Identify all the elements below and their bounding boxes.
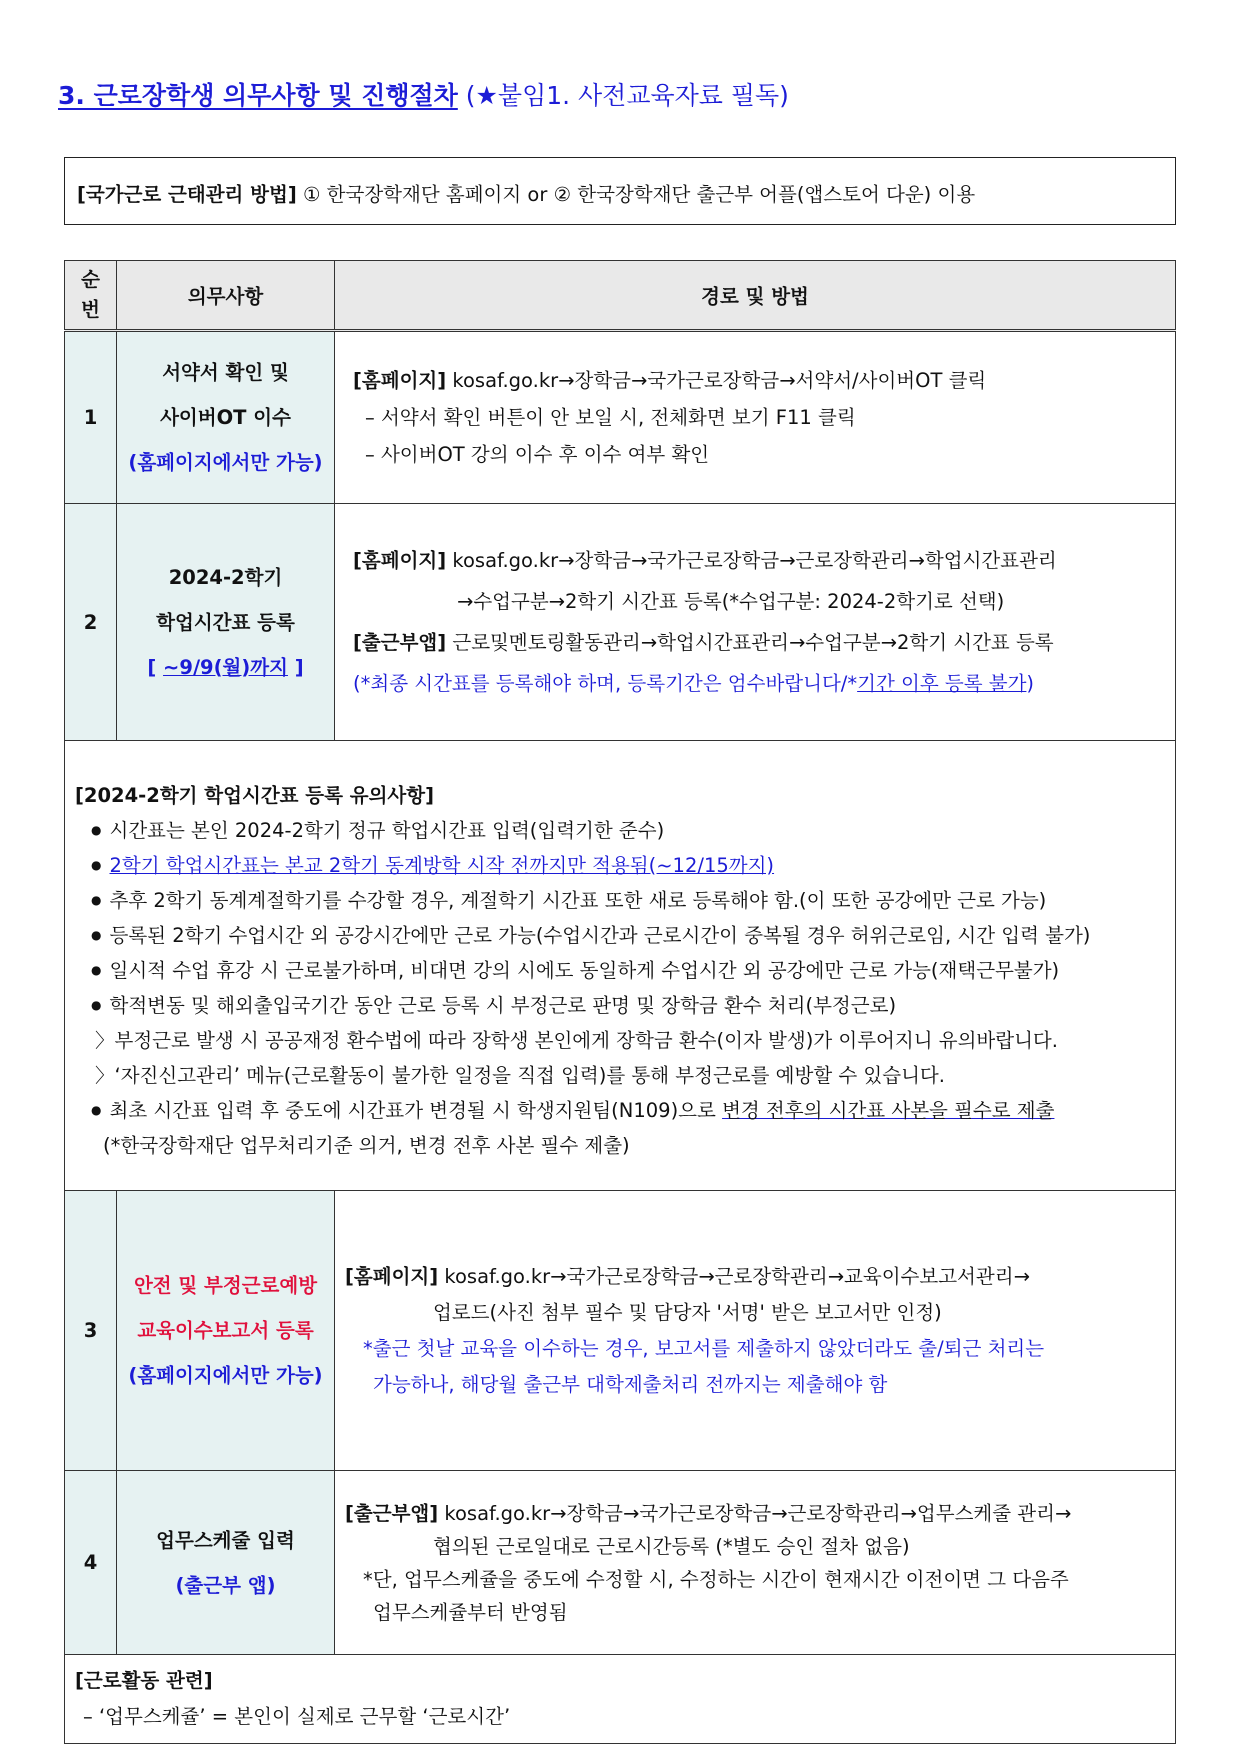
route-line: 협의된 근로일대로 근로시간등록 (*별도 승인 절차 없음) xyxy=(433,1534,910,1558)
table-header-row xyxy=(65,261,1176,331)
header-route: 경로 및 방법 xyxy=(335,261,1176,331)
notes-item xyxy=(75,1093,1163,1128)
duty-cell xyxy=(117,1191,335,1471)
route-line: kosaf.go.kr→장학금→국가근로장학금→근로장학관리→업무스케줄 관리→ xyxy=(438,1501,1072,1525)
route-line: kosaf.go.kr→국가근로장학금→근로장학관리→교육이수보고서관리→ xyxy=(438,1264,1030,1288)
route-cell xyxy=(335,1191,1176,1471)
notes-item: ● 등록된 2학기 수업시간 외 공강시간에만 근로 가능(수업시간과 근로시간이 중복될 경우 허위근로임, 시간 입력 불가) xyxy=(75,918,1163,953)
row-number: 1 xyxy=(65,331,117,504)
deadline-date: ~9/9(월)까지 xyxy=(163,655,288,679)
route-cell xyxy=(335,331,1176,504)
section-title xyxy=(58,76,789,112)
table-row xyxy=(65,504,1176,741)
notes-item-underlined: 변경 전후의 시간표 사본을 필수로 제출 xyxy=(722,1099,1055,1122)
table-row xyxy=(65,1471,1176,1655)
route-tag-homepage: [홈페이지] xyxy=(345,1264,439,1288)
notes-item xyxy=(75,848,1163,883)
row-number: 2 xyxy=(65,504,117,741)
duty-line: 안전 및 부정근로예방 xyxy=(133,1274,318,1297)
duty-line-homepage-only: (홈페이지에서만 가능) xyxy=(128,451,323,474)
notes-item-text: 최초 시간표 입력 후 중도에 시간표가 변경될 시 학생지원팀(N109)으로 xyxy=(109,1099,723,1122)
notes-heading: [2024-2학기 학업시간표 등록 유의사항] xyxy=(75,784,435,807)
route-tag-app: [출근부앱] xyxy=(353,631,447,654)
footer-heading: [근로활동 관련] xyxy=(75,1669,213,1692)
route-cell xyxy=(335,1471,1176,1655)
notes-item-text: 2학기 학업시간표는 본교 2학기 동계방학 시작 전까지만 적용됨(~12/15까지) xyxy=(109,854,775,877)
route-line: – 사이버OT 강의 이수 후 이수 여부 확인 xyxy=(365,443,710,466)
route-warning-underlined: 기간 이후 등록 불가 xyxy=(857,672,1027,695)
notes-item: ● 추후 2학기 동계계절학기를 수강할 경우, 계절학기 시간표 또한 새로 등록해야 함.(이 또한 공강에만 근로 가능) xyxy=(75,883,1163,918)
duty-cell xyxy=(117,1471,335,1655)
row-number: 3 xyxy=(65,1191,117,1471)
duty-cell xyxy=(117,331,335,504)
route-warning-text: (*최종 시간표를 등록해야 하며, 등록기간은 엄수바랍니다/* xyxy=(353,672,858,695)
route-note: 업무스케쥴부터 반영됨 xyxy=(373,1600,568,1624)
notes-subitem: 〉‘자진신고관리’ 메뉴(근로활동이 불가한 일정을 직접 입력)를 통해 부정근로를 예방할 수 있습니다. xyxy=(95,1064,945,1087)
duty-cell xyxy=(117,504,335,741)
route-tag-homepage: [홈페이지] xyxy=(353,549,447,572)
table-row xyxy=(65,1191,1176,1471)
notes-subitem: (*한국장학재단 업무처리기준 의거, 변경 전후 사본 필수 제출) xyxy=(103,1134,630,1157)
deadline-bracket-open: [ xyxy=(147,655,164,679)
duty-line: 업무스케줄 입력 xyxy=(156,1528,295,1552)
deadline xyxy=(118,645,333,690)
footer-line: – ‘업무스케쥴’ = 본인이 실제로 근무할 ‘근로시간’ xyxy=(83,1705,511,1728)
notes-row xyxy=(65,741,1176,1191)
duty-line: 사이버OT 이수 xyxy=(160,406,291,429)
footer-cell xyxy=(65,1655,1176,1744)
route-line: kosaf.go.kr→장학금→국가근로장학금→서약서/사이버OT 클릭 xyxy=(446,369,987,392)
table-row xyxy=(65,331,1176,504)
route-cell xyxy=(335,504,1176,741)
duty-line-homepage-only: (홈페이지에서만 가능) xyxy=(128,1364,323,1387)
route-warning-end: ) xyxy=(1026,672,1035,695)
duty-line: 학업시간표 등록 xyxy=(156,610,295,634)
duty-line-app: (출근부 앱) xyxy=(175,1573,276,1597)
route-note: *출근 첫날 교육을 이수하는 경우, 보고서를 제출하지 않았더라도 출/퇴근 처리는 xyxy=(363,1336,1045,1360)
route-line: kosaf.go.kr→장학금→국가근로장학금→근로장학관리→학업시간표관리 xyxy=(446,549,1057,572)
notes-cell xyxy=(65,741,1176,1191)
route-line: 업로드(사진 첨부 필수 및 담당자 '서명' 받은 보고서만 인정) xyxy=(433,1300,942,1324)
route-line: – 서약서 확인 버튼이 안 보일 시, 전체화면 보기 F11 클릭 xyxy=(365,406,856,429)
route-note: *단, 업무스케쥴을 중도에 수정할 시, 수정하는 시간이 현재시간 이전이면 그 다음주 xyxy=(363,1567,1069,1591)
route-tag-homepage: [홈페이지] xyxy=(353,369,447,392)
section-title-note: (★붙임1. 사전교육자료 필독) xyxy=(457,81,789,110)
route-note: 가능하나, 해당월 출근부 대학제출처리 전까지는 제출해야 함 xyxy=(373,1372,888,1396)
section-title-main: 3. 근로장학생 의무사항 및 진행절차 xyxy=(58,81,458,110)
notes-item: ● 일시적 수업 휴강 시 근로불가하며, 비대면 강의 시에도 동일하게 수업시간 외 공강에만 근로 가능(재택근무불가) xyxy=(75,953,1163,988)
notes-item: ● 시간표는 본인 2024-2학기 정규 학업시간표 입력(입력기한 준수) xyxy=(75,813,1163,848)
deadline-bracket-close: ] xyxy=(287,655,304,679)
footer-row xyxy=(65,1655,1176,1744)
notice-text: ① 한국장학재단 홈페이지 or ② 한국장학재단 출근부 어플(앱스토어 다운) 이용 xyxy=(296,183,976,206)
row-number: 4 xyxy=(65,1471,117,1655)
duty-line: 2024-2학기 xyxy=(168,565,283,589)
duty-line: 서약서 확인 및 xyxy=(162,361,289,384)
header-num xyxy=(65,261,117,331)
attendance-notice-box xyxy=(64,157,1176,225)
header-duty: 의무사항 xyxy=(117,261,335,331)
route-line: 근로및멘토링활동관리→학업시간표관리→수업구분→2학기 시간표 등록 xyxy=(446,631,1054,654)
duty-line: 교육이수보고서 등록 xyxy=(137,1319,314,1342)
route-warning xyxy=(353,663,1167,704)
notes-item: ● 학적변동 및 해외출입국기간 동안 근로 등록 시 부정근로 판명 및 장학금 환수 처리(부정근로) xyxy=(75,988,1163,1023)
duties-table xyxy=(64,260,1176,1744)
route-line: →수업구분→2학기 시간표 등록(*수업구분: 2024-2학기로 선택) xyxy=(457,590,1005,613)
notes-subitem: 〉부정근로 발생 시 공공재정 환수법에 따라 장학생 본인에게 장학금 환수(이자 발생)가 이루어지니 유의바랍니다. xyxy=(95,1029,1058,1052)
notice-label: [국가근로 근태관리 방법] xyxy=(77,183,297,206)
route-tag-app: [출근부앱] xyxy=(345,1501,439,1525)
header-num-label: 순 번 xyxy=(81,268,100,321)
